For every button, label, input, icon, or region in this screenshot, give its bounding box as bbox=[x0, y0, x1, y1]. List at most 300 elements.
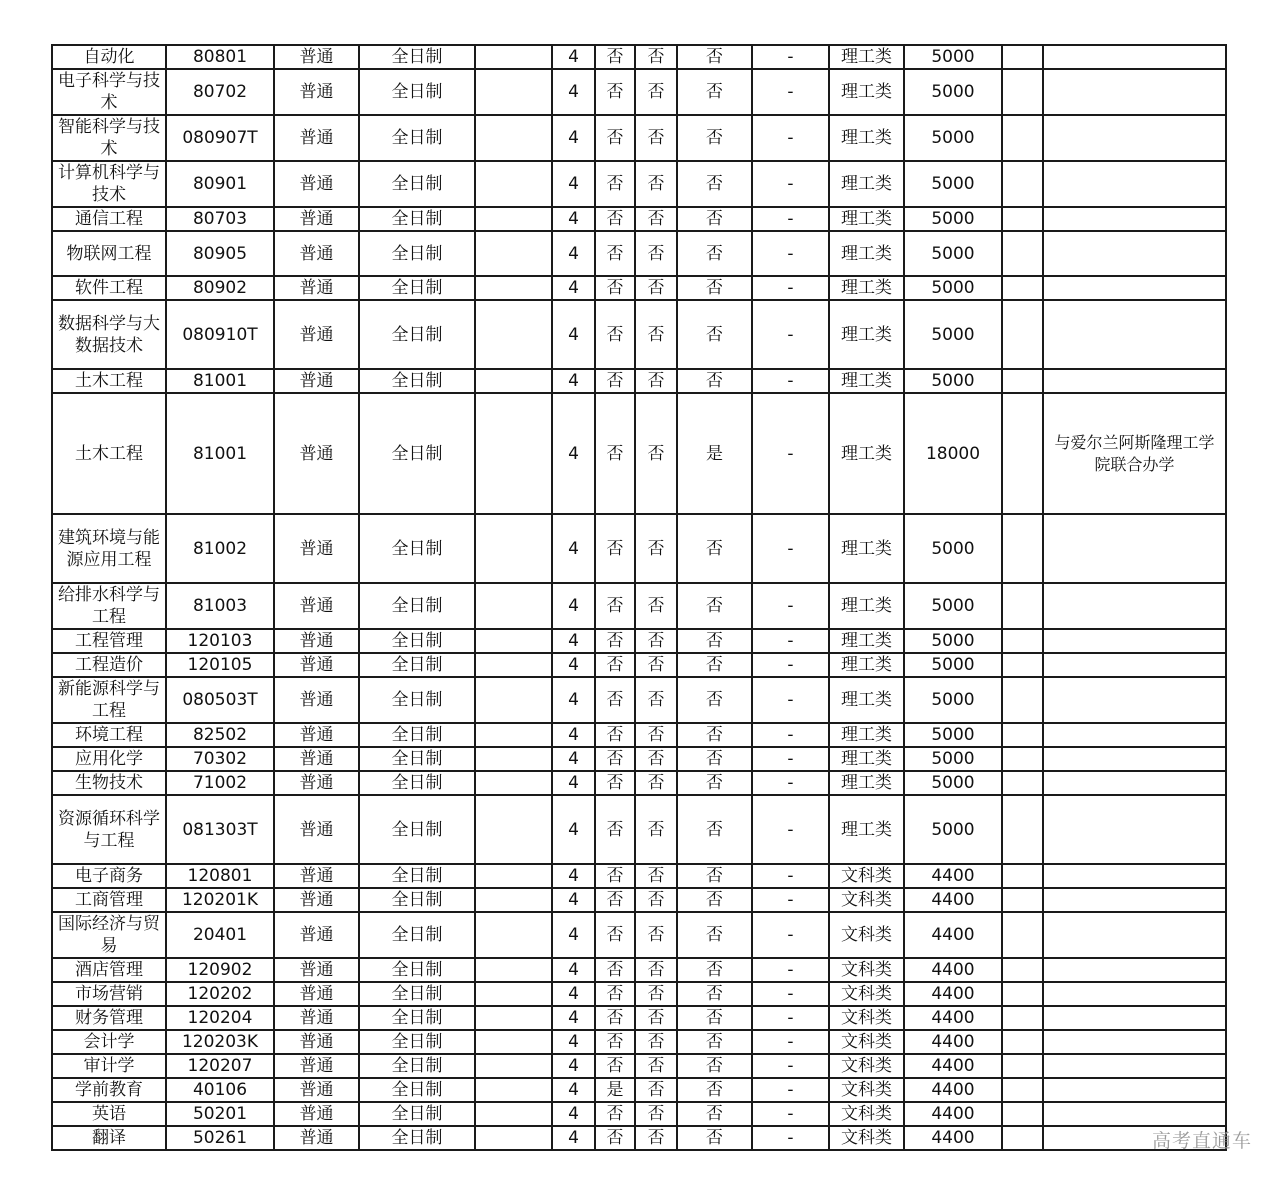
cell-type: 普通 bbox=[274, 583, 359, 629]
cell-fee: 4400 bbox=[904, 958, 1002, 982]
cell-name: 通信工程 bbox=[52, 207, 166, 231]
cell-empty bbox=[475, 231, 552, 276]
cell-code: 81001 bbox=[166, 369, 274, 393]
cell-code: 80905 bbox=[166, 231, 274, 276]
cell-fee: 4400 bbox=[904, 888, 1002, 912]
cell-type: 普通 bbox=[274, 231, 359, 276]
cell-category: 理工类 bbox=[829, 276, 904, 300]
table-row bbox=[52, 1054, 1226, 1078]
cell-category: 理工类 bbox=[829, 69, 904, 115]
cell-note bbox=[1043, 161, 1226, 207]
cell-code: 120201K bbox=[166, 888, 274, 912]
cell-code: 50201 bbox=[166, 1102, 274, 1126]
cell-f: 否 bbox=[595, 1054, 635, 1078]
cell-f: 否 bbox=[635, 795, 677, 864]
cell-category: 理工类 bbox=[829, 231, 904, 276]
cell-fee: 5000 bbox=[904, 583, 1002, 629]
cell-f: 否 bbox=[635, 300, 677, 369]
cell-fee: 5000 bbox=[904, 369, 1002, 393]
cell-type: 普通 bbox=[274, 45, 359, 69]
cell-f: 否 bbox=[635, 231, 677, 276]
table-row bbox=[52, 1126, 1226, 1150]
cell-years: 4 bbox=[552, 1078, 595, 1102]
cell-type: 普通 bbox=[274, 1126, 359, 1150]
cell-note bbox=[1043, 771, 1226, 795]
cell-dash: - bbox=[752, 795, 829, 864]
cell-f: 否 bbox=[635, 393, 677, 514]
cell-f: 否 bbox=[595, 393, 635, 514]
cell-note bbox=[1043, 369, 1226, 393]
cell-dash: - bbox=[752, 115, 829, 161]
cell-type: 普通 bbox=[274, 677, 359, 723]
cell-note bbox=[1043, 795, 1226, 864]
cell-years: 4 bbox=[552, 115, 595, 161]
cell-empty bbox=[1002, 1078, 1043, 1102]
table-row bbox=[52, 958, 1226, 982]
cell-f: 否 bbox=[595, 231, 635, 276]
cell-empty bbox=[1002, 69, 1043, 115]
cell-f: 否 bbox=[595, 723, 635, 747]
table-row bbox=[52, 161, 1226, 207]
cell-empty bbox=[475, 723, 552, 747]
cell-f: 否 bbox=[677, 1054, 752, 1078]
cell-code: 80702 bbox=[166, 69, 274, 115]
cell-type: 普通 bbox=[274, 723, 359, 747]
cell-empty bbox=[1002, 958, 1043, 982]
cell-category: 理工类 bbox=[829, 795, 904, 864]
cell-empty bbox=[475, 1102, 552, 1126]
cell-dash: - bbox=[752, 888, 829, 912]
cell-years: 4 bbox=[552, 1030, 595, 1054]
cell-fee: 5000 bbox=[904, 69, 1002, 115]
cell-category: 理工类 bbox=[829, 393, 904, 514]
cell-empty bbox=[475, 1078, 552, 1102]
cell-empty bbox=[1002, 583, 1043, 629]
cell-note bbox=[1043, 115, 1226, 161]
cell-fee: 5000 bbox=[904, 653, 1002, 677]
cell-category: 文科类 bbox=[829, 864, 904, 888]
cell-category: 文科类 bbox=[829, 958, 904, 982]
cell-years: 4 bbox=[552, 653, 595, 677]
cell-type: 普通 bbox=[274, 161, 359, 207]
cell-code: 081303T bbox=[166, 795, 274, 864]
cell-fee: 4400 bbox=[904, 1102, 1002, 1126]
cell-note bbox=[1043, 653, 1226, 677]
cell-type: 普通 bbox=[274, 888, 359, 912]
table-row bbox=[52, 1006, 1226, 1030]
table-row bbox=[52, 888, 1226, 912]
cell-fee: 5000 bbox=[904, 771, 1002, 795]
cell-type: 普通 bbox=[274, 958, 359, 982]
cell-f: 否 bbox=[635, 69, 677, 115]
cell-empty bbox=[475, 795, 552, 864]
cell-f: 否 bbox=[635, 629, 677, 653]
cell-mode: 全日制 bbox=[359, 45, 475, 69]
cell-empty bbox=[475, 677, 552, 723]
table-row bbox=[52, 231, 1226, 276]
cell-code: 71002 bbox=[166, 771, 274, 795]
cell-mode: 全日制 bbox=[359, 677, 475, 723]
cell-name: 审计学 bbox=[52, 1054, 166, 1078]
cell-note bbox=[1043, 982, 1226, 1006]
cell-type: 普通 bbox=[274, 69, 359, 115]
cell-mode: 全日制 bbox=[359, 1102, 475, 1126]
cell-dash: - bbox=[752, 1102, 829, 1126]
cell-f: 否 bbox=[677, 207, 752, 231]
cell-empty bbox=[1002, 369, 1043, 393]
cell-empty bbox=[475, 982, 552, 1006]
cell-type: 普通 bbox=[274, 1078, 359, 1102]
cell-empty bbox=[475, 1126, 552, 1150]
cell-empty bbox=[475, 653, 552, 677]
cell-f: 否 bbox=[635, 677, 677, 723]
cell-name: 学前教育 bbox=[52, 1078, 166, 1102]
cell-empty bbox=[1002, 1126, 1043, 1150]
cell-dash: - bbox=[752, 514, 829, 583]
cell-f: 否 bbox=[635, 653, 677, 677]
cell-years: 4 bbox=[552, 69, 595, 115]
cell-empty bbox=[475, 912, 552, 958]
cell-f: 否 bbox=[635, 45, 677, 69]
cell-type: 普通 bbox=[274, 1006, 359, 1030]
cell-years: 4 bbox=[552, 161, 595, 207]
cell-name: 计算机科学与技术 bbox=[52, 161, 166, 207]
cell-name: 英语 bbox=[52, 1102, 166, 1126]
cell-category: 理工类 bbox=[829, 300, 904, 369]
cell-f: 否 bbox=[595, 207, 635, 231]
cell-f: 否 bbox=[635, 1126, 677, 1150]
cell-category: 理工类 bbox=[829, 207, 904, 231]
cell-note bbox=[1043, 912, 1226, 958]
cell-empty bbox=[475, 888, 552, 912]
cell-name: 电子商务 bbox=[52, 864, 166, 888]
cell-fee: 5000 bbox=[904, 795, 1002, 864]
cell-category: 理工类 bbox=[829, 771, 904, 795]
cell-f: 否 bbox=[677, 795, 752, 864]
cell-f: 否 bbox=[677, 653, 752, 677]
table-row bbox=[52, 69, 1226, 115]
cell-type: 普通 bbox=[274, 1030, 359, 1054]
cell-f: 否 bbox=[635, 514, 677, 583]
cell-mode: 全日制 bbox=[359, 771, 475, 795]
cell-dash: - bbox=[752, 393, 829, 514]
cell-mode: 全日制 bbox=[359, 1126, 475, 1150]
cell-code: 80703 bbox=[166, 207, 274, 231]
cell-mode: 全日制 bbox=[359, 629, 475, 653]
cell-type: 普通 bbox=[274, 1102, 359, 1126]
cell-f: 否 bbox=[677, 45, 752, 69]
cell-category: 文科类 bbox=[829, 1030, 904, 1054]
cell-f: 否 bbox=[595, 115, 635, 161]
cell-dash: - bbox=[752, 629, 829, 653]
cell-fee: 5000 bbox=[904, 629, 1002, 653]
cell-dash: - bbox=[752, 69, 829, 115]
cell-mode: 全日制 bbox=[359, 1078, 475, 1102]
cell-name: 会计学 bbox=[52, 1030, 166, 1054]
table-row bbox=[52, 629, 1226, 653]
cell-empty bbox=[475, 1030, 552, 1054]
cell-empty bbox=[475, 629, 552, 653]
cell-f: 否 bbox=[677, 677, 752, 723]
cell-f: 否 bbox=[595, 514, 635, 583]
table-row bbox=[52, 1030, 1226, 1054]
cell-mode: 全日制 bbox=[359, 207, 475, 231]
cell-dash: - bbox=[752, 864, 829, 888]
cell-name: 数据科学与大数据技术 bbox=[52, 300, 166, 369]
cell-years: 4 bbox=[552, 982, 595, 1006]
cell-f: 否 bbox=[677, 888, 752, 912]
cell-f: 否 bbox=[595, 653, 635, 677]
cell-f: 否 bbox=[595, 629, 635, 653]
cell-f: 否 bbox=[635, 1006, 677, 1030]
cell-empty bbox=[1002, 771, 1043, 795]
cell-code: 81003 bbox=[166, 583, 274, 629]
cell-f: 否 bbox=[635, 747, 677, 771]
table-row bbox=[52, 276, 1226, 300]
table-row bbox=[52, 207, 1226, 231]
cell-empty bbox=[1002, 888, 1043, 912]
cell-f: 否 bbox=[595, 912, 635, 958]
cell-years: 4 bbox=[552, 514, 595, 583]
cell-note: 与爱尔兰阿斯隆理工学院联合办学 bbox=[1043, 393, 1226, 514]
cell-f: 否 bbox=[635, 207, 677, 231]
cell-type: 普通 bbox=[274, 369, 359, 393]
table-row bbox=[52, 514, 1226, 583]
cell-years: 4 bbox=[552, 583, 595, 629]
cell-empty bbox=[1002, 231, 1043, 276]
cell-f: 否 bbox=[677, 864, 752, 888]
cell-f: 否 bbox=[635, 1078, 677, 1102]
cell-empty bbox=[1002, 747, 1043, 771]
cell-empty bbox=[475, 161, 552, 207]
cell-empty bbox=[475, 958, 552, 982]
cell-f: 否 bbox=[677, 1102, 752, 1126]
cell-f: 否 bbox=[635, 958, 677, 982]
cell-fee: 5000 bbox=[904, 276, 1002, 300]
cell-category: 文科类 bbox=[829, 1126, 904, 1150]
cell-category: 文科类 bbox=[829, 888, 904, 912]
cell-code: 70302 bbox=[166, 747, 274, 771]
table-row bbox=[52, 747, 1226, 771]
cell-fee: 5000 bbox=[904, 514, 1002, 583]
cell-fee: 5000 bbox=[904, 300, 1002, 369]
cell-empty bbox=[1002, 276, 1043, 300]
majors-table bbox=[51, 44, 1227, 1151]
table-row bbox=[52, 982, 1226, 1006]
cell-mode: 全日制 bbox=[359, 864, 475, 888]
cell-dash: - bbox=[752, 276, 829, 300]
cell-dash: - bbox=[752, 583, 829, 629]
cell-note bbox=[1043, 583, 1226, 629]
cell-f: 否 bbox=[595, 1126, 635, 1150]
cell-note bbox=[1043, 1006, 1226, 1030]
cell-dash: - bbox=[752, 1078, 829, 1102]
table-row bbox=[52, 115, 1226, 161]
cell-f: 是 bbox=[595, 1078, 635, 1102]
cell-code: 120105 bbox=[166, 653, 274, 677]
cell-years: 4 bbox=[552, 629, 595, 653]
table-row bbox=[52, 1102, 1226, 1126]
cell-empty bbox=[475, 45, 552, 69]
cell-years: 4 bbox=[552, 771, 595, 795]
cell-dash: - bbox=[752, 982, 829, 1006]
cell-f: 否 bbox=[595, 369, 635, 393]
cell-mode: 全日制 bbox=[359, 958, 475, 982]
cell-empty bbox=[1002, 514, 1043, 583]
cell-name: 土木工程 bbox=[52, 393, 166, 514]
cell-f: 否 bbox=[677, 958, 752, 982]
cell-dash: - bbox=[752, 161, 829, 207]
cell-name: 电子科学与技术 bbox=[52, 69, 166, 115]
cell-fee: 4400 bbox=[904, 1126, 1002, 1150]
cell-note bbox=[1043, 958, 1226, 982]
cell-f: 否 bbox=[677, 982, 752, 1006]
cell-empty bbox=[475, 69, 552, 115]
cell-f: 否 bbox=[635, 771, 677, 795]
cell-category: 文科类 bbox=[829, 1054, 904, 1078]
cell-category: 文科类 bbox=[829, 1102, 904, 1126]
cell-name: 酒店管理 bbox=[52, 958, 166, 982]
cell-fee: 4400 bbox=[904, 982, 1002, 1006]
cell-mode: 全日制 bbox=[359, 161, 475, 207]
table-row bbox=[52, 300, 1226, 369]
cell-note bbox=[1043, 1054, 1226, 1078]
cell-f: 否 bbox=[677, 747, 752, 771]
cell-f: 否 bbox=[677, 629, 752, 653]
cell-fee: 5000 bbox=[904, 231, 1002, 276]
table-row bbox=[52, 393, 1226, 514]
cell-note bbox=[1043, 1078, 1226, 1102]
cell-category: 理工类 bbox=[829, 369, 904, 393]
cell-name: 工商管理 bbox=[52, 888, 166, 912]
cell-code: 120203K bbox=[166, 1030, 274, 1054]
cell-type: 普通 bbox=[274, 115, 359, 161]
cell-note bbox=[1043, 69, 1226, 115]
cell-f: 否 bbox=[595, 864, 635, 888]
cell-fee: 4400 bbox=[904, 1006, 1002, 1030]
cell-years: 4 bbox=[552, 912, 595, 958]
cell-fee: 5000 bbox=[904, 161, 1002, 207]
cell-type: 普通 bbox=[274, 207, 359, 231]
cell-mode: 全日制 bbox=[359, 653, 475, 677]
cell-f: 否 bbox=[595, 1102, 635, 1126]
table-row bbox=[52, 795, 1226, 864]
cell-f: 否 bbox=[677, 369, 752, 393]
cell-code: 120207 bbox=[166, 1054, 274, 1078]
cell-f: 否 bbox=[595, 1006, 635, 1030]
cell-mode: 全日制 bbox=[359, 888, 475, 912]
cell-empty bbox=[475, 393, 552, 514]
cell-type: 普通 bbox=[274, 629, 359, 653]
table-row bbox=[52, 653, 1226, 677]
cell-dash: - bbox=[752, 1126, 829, 1150]
cell-empty bbox=[475, 300, 552, 369]
cell-dash: - bbox=[752, 723, 829, 747]
cell-type: 普通 bbox=[274, 300, 359, 369]
cell-years: 4 bbox=[552, 300, 595, 369]
cell-mode: 全日制 bbox=[359, 795, 475, 864]
cell-dash: - bbox=[752, 369, 829, 393]
cell-empty bbox=[1002, 207, 1043, 231]
cell-dash: - bbox=[752, 231, 829, 276]
cell-empty bbox=[475, 369, 552, 393]
cell-category: 文科类 bbox=[829, 1078, 904, 1102]
cell-fee: 5000 bbox=[904, 747, 1002, 771]
cell-fee: 5000 bbox=[904, 677, 1002, 723]
cell-empty bbox=[1002, 1102, 1043, 1126]
cell-f: 否 bbox=[677, 912, 752, 958]
cell-f: 否 bbox=[677, 1030, 752, 1054]
cell-f: 否 bbox=[595, 795, 635, 864]
table-row bbox=[52, 677, 1226, 723]
cell-years: 4 bbox=[552, 795, 595, 864]
cell-f: 否 bbox=[635, 864, 677, 888]
table-row bbox=[52, 912, 1226, 958]
cell-note bbox=[1043, 231, 1226, 276]
cell-mode: 全日制 bbox=[359, 1030, 475, 1054]
cell-mode: 全日制 bbox=[359, 723, 475, 747]
cell-empty bbox=[475, 115, 552, 161]
cell-empty bbox=[475, 514, 552, 583]
cell-name: 国际经济与贸易 bbox=[52, 912, 166, 958]
cell-f: 否 bbox=[595, 888, 635, 912]
cell-f: 否 bbox=[677, 115, 752, 161]
cell-f: 否 bbox=[595, 276, 635, 300]
cell-type: 普通 bbox=[274, 276, 359, 300]
cell-name: 物联网工程 bbox=[52, 231, 166, 276]
cell-years: 4 bbox=[552, 1102, 595, 1126]
cell-type: 普通 bbox=[274, 747, 359, 771]
cell-category: 理工类 bbox=[829, 45, 904, 69]
cell-note bbox=[1043, 864, 1226, 888]
cell-category: 文科类 bbox=[829, 912, 904, 958]
cell-dash: - bbox=[752, 677, 829, 723]
cell-name: 应用化学 bbox=[52, 747, 166, 771]
cell-f: 否 bbox=[595, 45, 635, 69]
cell-f: 否 bbox=[635, 912, 677, 958]
cell-f: 否 bbox=[595, 583, 635, 629]
cell-category: 理工类 bbox=[829, 653, 904, 677]
cell-name: 生物技术 bbox=[52, 771, 166, 795]
cell-f: 否 bbox=[595, 771, 635, 795]
cell-years: 4 bbox=[552, 393, 595, 514]
cell-empty bbox=[1002, 1030, 1043, 1054]
cell-code: 50261 bbox=[166, 1126, 274, 1150]
cell-empty bbox=[475, 1006, 552, 1030]
cell-name: 自动化 bbox=[52, 45, 166, 69]
table-row bbox=[52, 369, 1226, 393]
cell-fee: 4400 bbox=[904, 1030, 1002, 1054]
cell-code: 80801 bbox=[166, 45, 274, 69]
cell-dash: - bbox=[752, 1030, 829, 1054]
cell-type: 普通 bbox=[274, 912, 359, 958]
cell-empty bbox=[1002, 1054, 1043, 1078]
cell-type: 普通 bbox=[274, 771, 359, 795]
cell-f: 否 bbox=[635, 888, 677, 912]
table-row bbox=[52, 583, 1226, 629]
cell-mode: 全日制 bbox=[359, 514, 475, 583]
cell-type: 普通 bbox=[274, 1054, 359, 1078]
cell-years: 4 bbox=[552, 369, 595, 393]
cell-empty bbox=[1002, 161, 1043, 207]
cell-empty bbox=[475, 864, 552, 888]
cell-category: 理工类 bbox=[829, 115, 904, 161]
cell-type: 普通 bbox=[274, 653, 359, 677]
cell-code: 080907T bbox=[166, 115, 274, 161]
cell-name: 给排水科学与工程 bbox=[52, 583, 166, 629]
cell-name: 翻译 bbox=[52, 1126, 166, 1150]
cell-empty bbox=[1002, 723, 1043, 747]
